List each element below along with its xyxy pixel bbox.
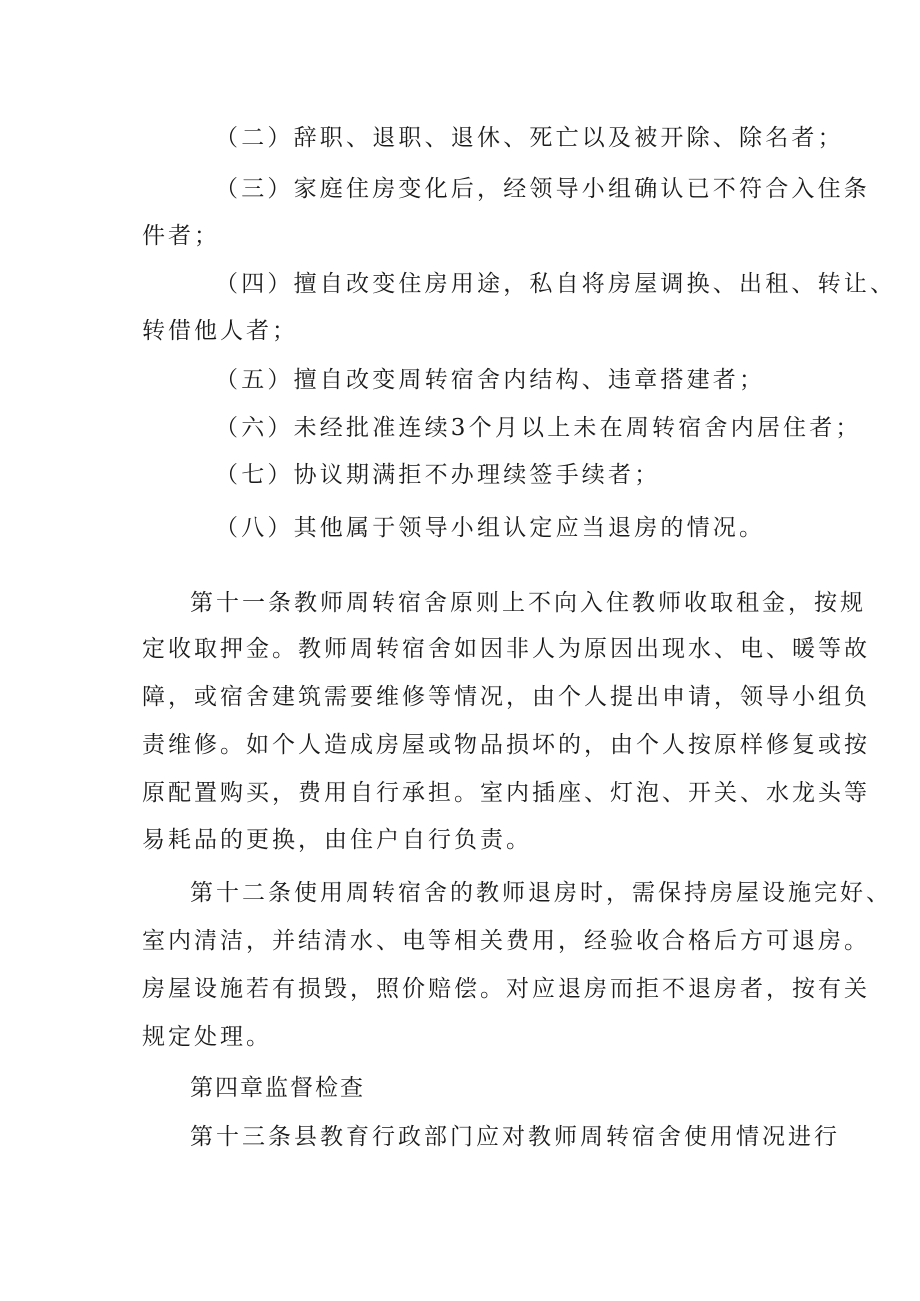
article-11-line-5: 原配置购买，费用自行承担。室内插座、灯泡、开关、水龙头等 bbox=[142, 780, 870, 806]
list-item-4: （四）擅自改变住房用途，私自将房屋调换、出租、转让、 bbox=[215, 271, 897, 297]
article-12-line-4: 规定处理。 bbox=[142, 1024, 272, 1050]
article-11-line-4: 责维修。如个人造成房屋或物品损坏的，由个人按原样修复或按 bbox=[142, 732, 870, 758]
list-item-6: （六）未经批准连续3个月以上未在周转宿舍内居住者； bbox=[215, 415, 862, 441]
article-11-line-1: 第十一条教师周转宿舍原则上不向入住教师收取租金，按规 bbox=[190, 590, 866, 616]
list-item-3-continued: 件者； bbox=[142, 223, 220, 249]
article-11-line-6: 易耗品的更换，由住户自行负责。 bbox=[142, 827, 532, 853]
article-12-line-3: 房屋设施若有损毁，照价赔偿。对应退房而拒不退房者，按有关 bbox=[142, 976, 870, 1002]
article-12-line-2: 室内清洁，并结清水、电等相关费用，经验收合格后方可退房。 bbox=[142, 928, 870, 954]
chapter-4-heading: 第四章监督检查 bbox=[190, 1075, 365, 1101]
list-item-7: （七）协议期满拒不办理续签手续者； bbox=[215, 462, 661, 488]
list-item-8: （八）其他属于领导小组认定应当退房的情况。 bbox=[215, 515, 766, 541]
list-item-4-continued: 转借他人者； bbox=[142, 318, 298, 344]
list-item-5: （五）擅自改变周转宿舍内结构、违章搭建者； bbox=[215, 367, 766, 393]
list-item-3: （三）家庭住房变化后，经领导小组确认已不符合入住条 bbox=[215, 176, 870, 202]
article-13-line-1: 第十三条县教育行政部门应对教师周转宿舍使用情况进行 bbox=[190, 1124, 840, 1150]
list-item-2: （二）辞职、退职、退休、死亡以及被开除、除名者； bbox=[215, 125, 844, 151]
article-11-line-2: 定收取押金。教师周转宿舍如因非人为原因出现水、电、暖等故 bbox=[142, 636, 870, 662]
article-11-line-3: 障，或宿舍建筑需要维修等情况，由个人提出申请，领导小组负 bbox=[142, 684, 870, 710]
article-12-line-1: 第十二条使用周转宿舍的教师退房时，需保持房屋设施完好、 bbox=[190, 880, 892, 906]
